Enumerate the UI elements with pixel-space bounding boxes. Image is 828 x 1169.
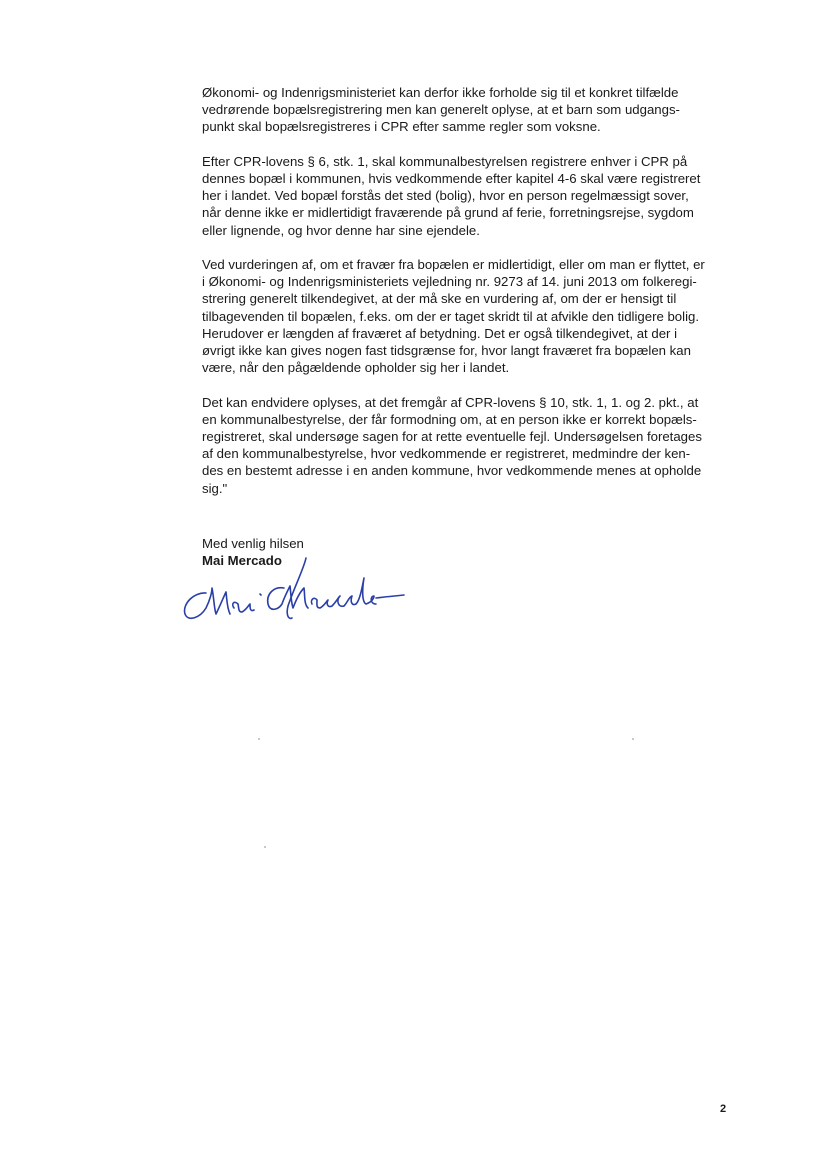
scan-speck [258,738,260,740]
text-line: en kommunalbestyrelse, der får formodning om, at en person ikke er korrekt bopæls- [202,411,697,427]
text-line: strering generelt tilkendegivet, at der må ske en vurdering af, om der er hensigt til [202,291,677,307]
paragraph-3 [202,256,742,376]
text-line: af den kommunalbestyrelse, hvor vedkommende er registreret, medmindre der ken- [202,446,691,462]
text-line: være, når den pågældende opholder sig her i landet. [202,360,510,376]
text-line: når denne ikke er midlertidigt fraværende på grund af ferie, forretningsrejse, sygdom [202,205,694,221]
paragraph-4 [202,394,742,497]
text-line: Efter CPR-lovens § 6, stk. 1, skal kommunalbestyrelsen registrere enhver i CPR på [202,153,688,169]
text-line: her i landet. Ved bopæl forstås det sted (bolig), hvor en person regelmæssigt sover, [202,188,689,204]
signer-name: Mai Mercado [202,553,282,568]
text-line: registreret, skal undersøge sagen for at rette eventuelle fejl. Undersøgelsen foretages [202,429,702,445]
text-line: Økonomi- og Indenrigsministeriet kan derfor ikke forholde sig til et konkret tilfælde [202,85,679,100]
scan-speck [264,846,266,848]
paragraph-2 [202,153,742,239]
text-line: tilbagevenden til bopælen, f.eks. om der er taget skridt til at afvikle den tidligere bolig. [202,308,700,324]
text-line: Det kan endvidere oplyses, at det fremgår af CPR-lovens § 10, stk. 1, 1. og 2. pkt., at [202,394,699,410]
closing-greeting: Med venlig hilsen [202,536,304,551]
text-line: Herudover er længden af fraværet af betydning. Det er også tilkendegivet, at der i [202,325,678,341]
page-number: 2 [720,1103,727,1115]
text-line: des en bestemt adresse i en anden kommune, hvor vedkommende menes at opholde [202,463,702,479]
text-line: Ved vurderingen af, om et fravær fra bopælen er midlertidigt, eller om man er flyttet, er [202,257,705,272]
scan-speck [632,738,634,740]
paragraph-1 [202,84,742,136]
text-line: vedrørende bopælsregistrering men kan generelt oplyse, at et barn som udgangs- [202,102,680,118]
letter-body [202,84,742,514]
text-line: punkt skal bopælsregistreres i CPR efter samme regler som voksne. [202,119,601,135]
handwritten-signature [176,548,406,628]
text-line: eller lignende, og hvor denne har sine ejendele. [202,222,480,238]
text-line: sig." [202,480,228,496]
text-line: i Økonomi- og Indenrigsministeriets vejledning nr. 9273 af 14. juni 2013 om folkeregi- [202,274,697,290]
text-line: øvrigt ikke kan gives nogen fast tidsgrænse for, hvor langt fraværet fra bopælen kan [202,343,691,359]
text-line: dennes bopæl i kommunen, hvis vedkommende efter kapitel 4-6 skal være registreret [202,171,701,186]
